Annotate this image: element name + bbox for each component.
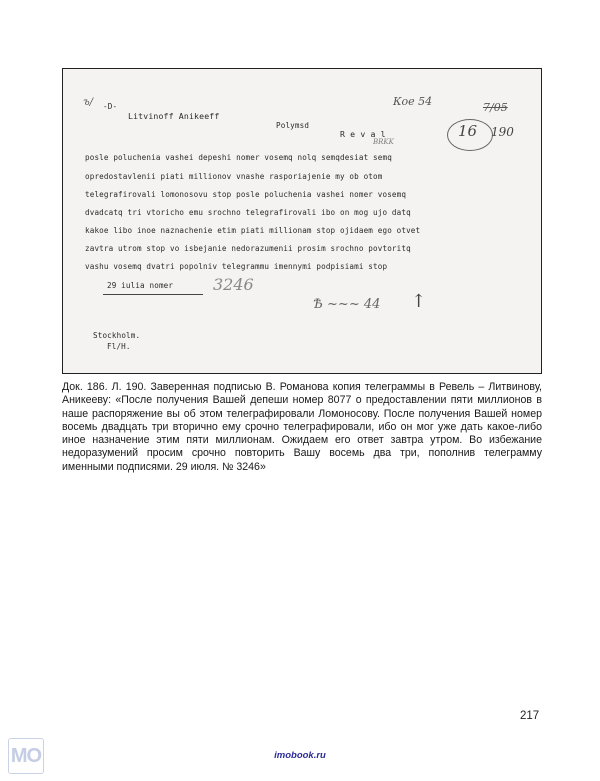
margin-mark: ъ/ — [83, 97, 94, 108]
handwritten-sheet-number: 16 — [458, 122, 478, 140]
handwritten-reference: Кое 54 — [393, 95, 433, 108]
page-number: 217 — [520, 710, 540, 722]
footer-site-link[interactable]: imobook.ru — [274, 750, 326, 761]
body-line-6: zavtra utrom stop vo isbejanie nedorazumenii prosim srochno povtoritq — [85, 244, 411, 253]
origin-city: Stockholm. — [93, 331, 141, 340]
handwritten-crossed-number: 7/05 — [483, 101, 508, 114]
body-line-4: dvadcatq tri vtoricho emu srochno telegrafirovali ibo on mog ujo datq — [85, 208, 411, 217]
handwritten-scrawl: BRKK — [373, 138, 394, 146]
body-line-2: opredostavlenii piati millionov vnashe rasporiajenie my ob otom — [85, 172, 383, 181]
origin-initials: Fl/H. — [107, 342, 131, 351]
publisher-logo: МО — [8, 738, 44, 774]
body-line-7: vashu vosemq dvatri popolniv telegrammu imennymi podpisiami stop — [85, 262, 388, 271]
destination: R e v a l — [340, 129, 386, 139]
figure-caption: Док. 186. Л. 190. Заверенная подписью В. Романова копия телеграммы в Ревель – Литвинову, Аникееву: «После получения Вашей депеши номер 8077 о предоставлении пяти миллионов в наше распоряжение вы об этом телеграфировали Ломоносову. После получения Вашей номер восемь двадцать три вторично ему срочно телеграфировали, ибо он мог уже дать какое-либо иное назначение этим пяти миллионам. Ожидаем его ответ завтра утром. Во избежание недоразумений просим срочно повторить Вашу восемь два три, пополнив телеграмму именными подписями. 29 июля. № 3246» — [62, 381, 542, 473]
handwritten-sheet-alt: 190 — [491, 125, 514, 139]
body-line-1: posle poluchenia vashei depeshi nomer vosemq nolq semqdesiat semq — [85, 153, 392, 162]
header-mark: -D- — [103, 102, 118, 111]
body-line-5: kakoe libo inoe naznachenie etim piati millionam stop ojidaem ego otvet — [85, 226, 421, 235]
date-underline — [103, 294, 203, 295]
handwritten-number: 3246 — [213, 275, 254, 294]
telegram-scan — [62, 68, 542, 374]
signature-scrawl: Ѣ ~~~ 44 — [313, 297, 381, 312]
signature-mark: ↑ — [411, 291, 427, 312]
date-line: 29 iulia nomer — [107, 281, 174, 290]
body-line-3: telegrafirovali lomonosovu stop posle poluchenia vashei nomer vosemq — [85, 190, 407, 199]
urgency-mark: Polymsd — [276, 121, 310, 130]
addressee-line: Litvinoff Anikeeff — [128, 111, 220, 121]
